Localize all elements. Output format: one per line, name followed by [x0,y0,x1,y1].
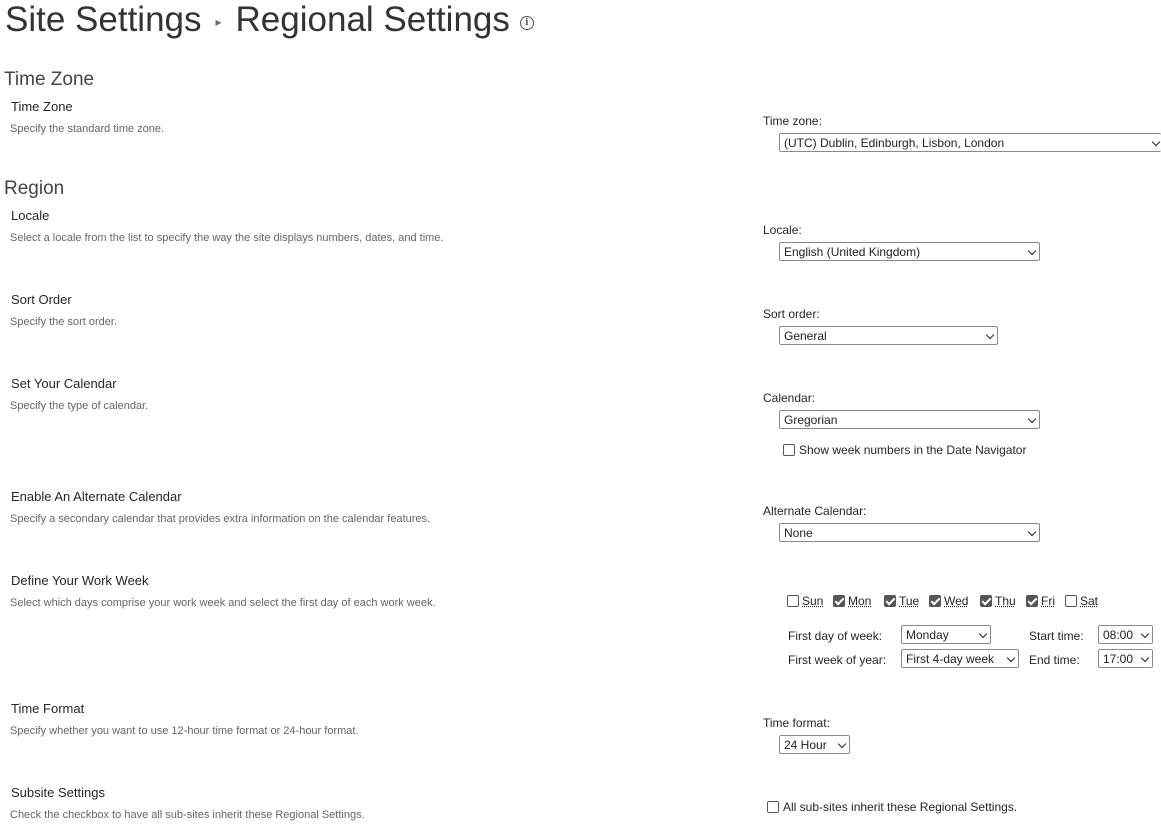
section-desc-time-format: Specify whether you want to use 12-hour time format or 24-hour format. [10,725,359,737]
alt-calendar-select[interactable] [779,523,1040,542]
time-format-value: 24 Hour [784,738,827,752]
week-numbers-checkbox[interactable] [783,444,795,456]
section-desc-subsite: Check the checkbox to have all sub-sites inherit these Regional Settings. [10,809,365,821]
time-zone-value: (UTC) Dublin, Edinburgh, Lisbon, London [784,136,1005,150]
day-checkbox-fri[interactable] [1026,595,1038,607]
time-format-select[interactable] [779,735,850,754]
section-title-time-zone: Time Zone [11,99,73,114]
day-checkbox-thu[interactable] [980,595,992,607]
day-checkbox-wed[interactable] [929,595,941,607]
subsite-inherit-checkbox[interactable] [767,801,779,813]
section-title-locale: Locale [11,208,50,223]
page-title [5,0,534,40]
section-title-time-format: Time Format [11,701,85,716]
day-label-sat: Sat [1080,594,1099,608]
day-checkbox-sat[interactable] [1065,595,1077,607]
chevron-down-icon [1007,654,1015,662]
section-title-subsite: Subsite Settings [11,785,105,800]
start-time-select[interactable] [1098,625,1153,644]
end-time-select[interactable] [1098,649,1153,668]
chevron-down-icon [986,331,994,339]
section-desc-work-week: Select which days comprise your work week and select the first day of each work week. [10,597,436,609]
chevron-down-icon [1028,415,1036,423]
sort-order-value: General [784,329,827,343]
breadcrumb-regional-settings: Regional Settings [235,0,510,39]
first-day-value: Monday [906,628,949,642]
first-week-select[interactable] [901,649,1019,668]
chevron-down-icon [1028,528,1036,536]
day-checkbox-tue[interactable] [884,595,896,607]
day-checkbox-sun[interactable] [787,595,799,607]
day-checkbox-mon[interactable] [833,595,845,607]
group-title-time-zone: Time Zone [4,69,95,90]
section-desc-alt-calendar: Specify a secondary calendar that provides extra information on the calendar features. [10,513,431,525]
day-label-mon: Mon [848,594,872,608]
sort-order-label: Sort order: [763,307,820,321]
chevron-down-icon [1141,654,1149,662]
end-time-label: End time: [1029,653,1080,667]
breadcrumb-site-settings[interactable]: Site Settings [5,0,202,39]
locale-label: Locale: [763,223,802,237]
chevron-down-icon [838,740,846,748]
chevron-down-icon [1141,630,1149,638]
section-title-calendar: Set Your Calendar [11,376,117,391]
section-title-work-week: Define Your Work Week [11,573,149,588]
week-numbers-label: Show week numbers in the Date Navigator [799,443,1027,457]
section-desc-locale: Select a locale from the list to specify the way the site displays numbers, dates, and time. [10,232,444,244]
time-zone-label: Time zone: [763,114,822,128]
locale-select[interactable] [779,242,1040,261]
subsite-inherit-label: All sub-sites inherit these Regional Settings. [783,800,1018,814]
chevron-down-icon [1152,138,1160,146]
first-day-label: First day of week: [788,629,883,643]
first-week-value: First 4-day week [906,652,995,666]
chevron-down-icon [1028,247,1036,255]
section-desc-time-zone: Specify the standard time zone. [10,123,165,135]
day-label-fri: Fri [1041,594,1055,608]
day-label-thu: Thu [995,594,1016,608]
start-time-value: 08:00 [1103,628,1134,642]
info-icon[interactable]: i [520,16,534,30]
day-label-tue: Tue [899,594,920,608]
calendar-label: Calendar: [763,391,816,405]
calendar-value: Gregorian [784,413,838,427]
time-format-label: Time format: [763,716,830,730]
alt-calendar-value: None [784,526,813,540]
locale-value: English (United Kingdom) [784,245,921,259]
breadcrumb-separator-icon: ▸ [215,15,222,29]
section-desc-calendar: Specify the type of calendar. [10,400,149,412]
end-time-value: 17:00 [1103,652,1134,666]
section-title-sort-order: Sort Order [11,292,72,307]
alt-calendar-label: Alternate Calendar: [763,504,867,518]
start-time-label: Start time: [1029,629,1084,643]
group-title-region: Region [4,178,65,199]
first-week-label: First week of year: [788,653,887,667]
chevron-down-icon [979,630,987,638]
first-day-select[interactable] [901,625,991,644]
calendar-select[interactable] [779,410,1040,429]
time-zone-select[interactable] [779,133,1161,152]
sort-order-select[interactable] [779,326,998,345]
day-label-wed: Wed [944,594,969,608]
day-label-sun: Sun [802,594,824,608]
section-title-alt-calendar: Enable An Alternate Calendar [11,489,182,504]
section-desc-sort-order: Specify the sort order. [10,316,117,328]
